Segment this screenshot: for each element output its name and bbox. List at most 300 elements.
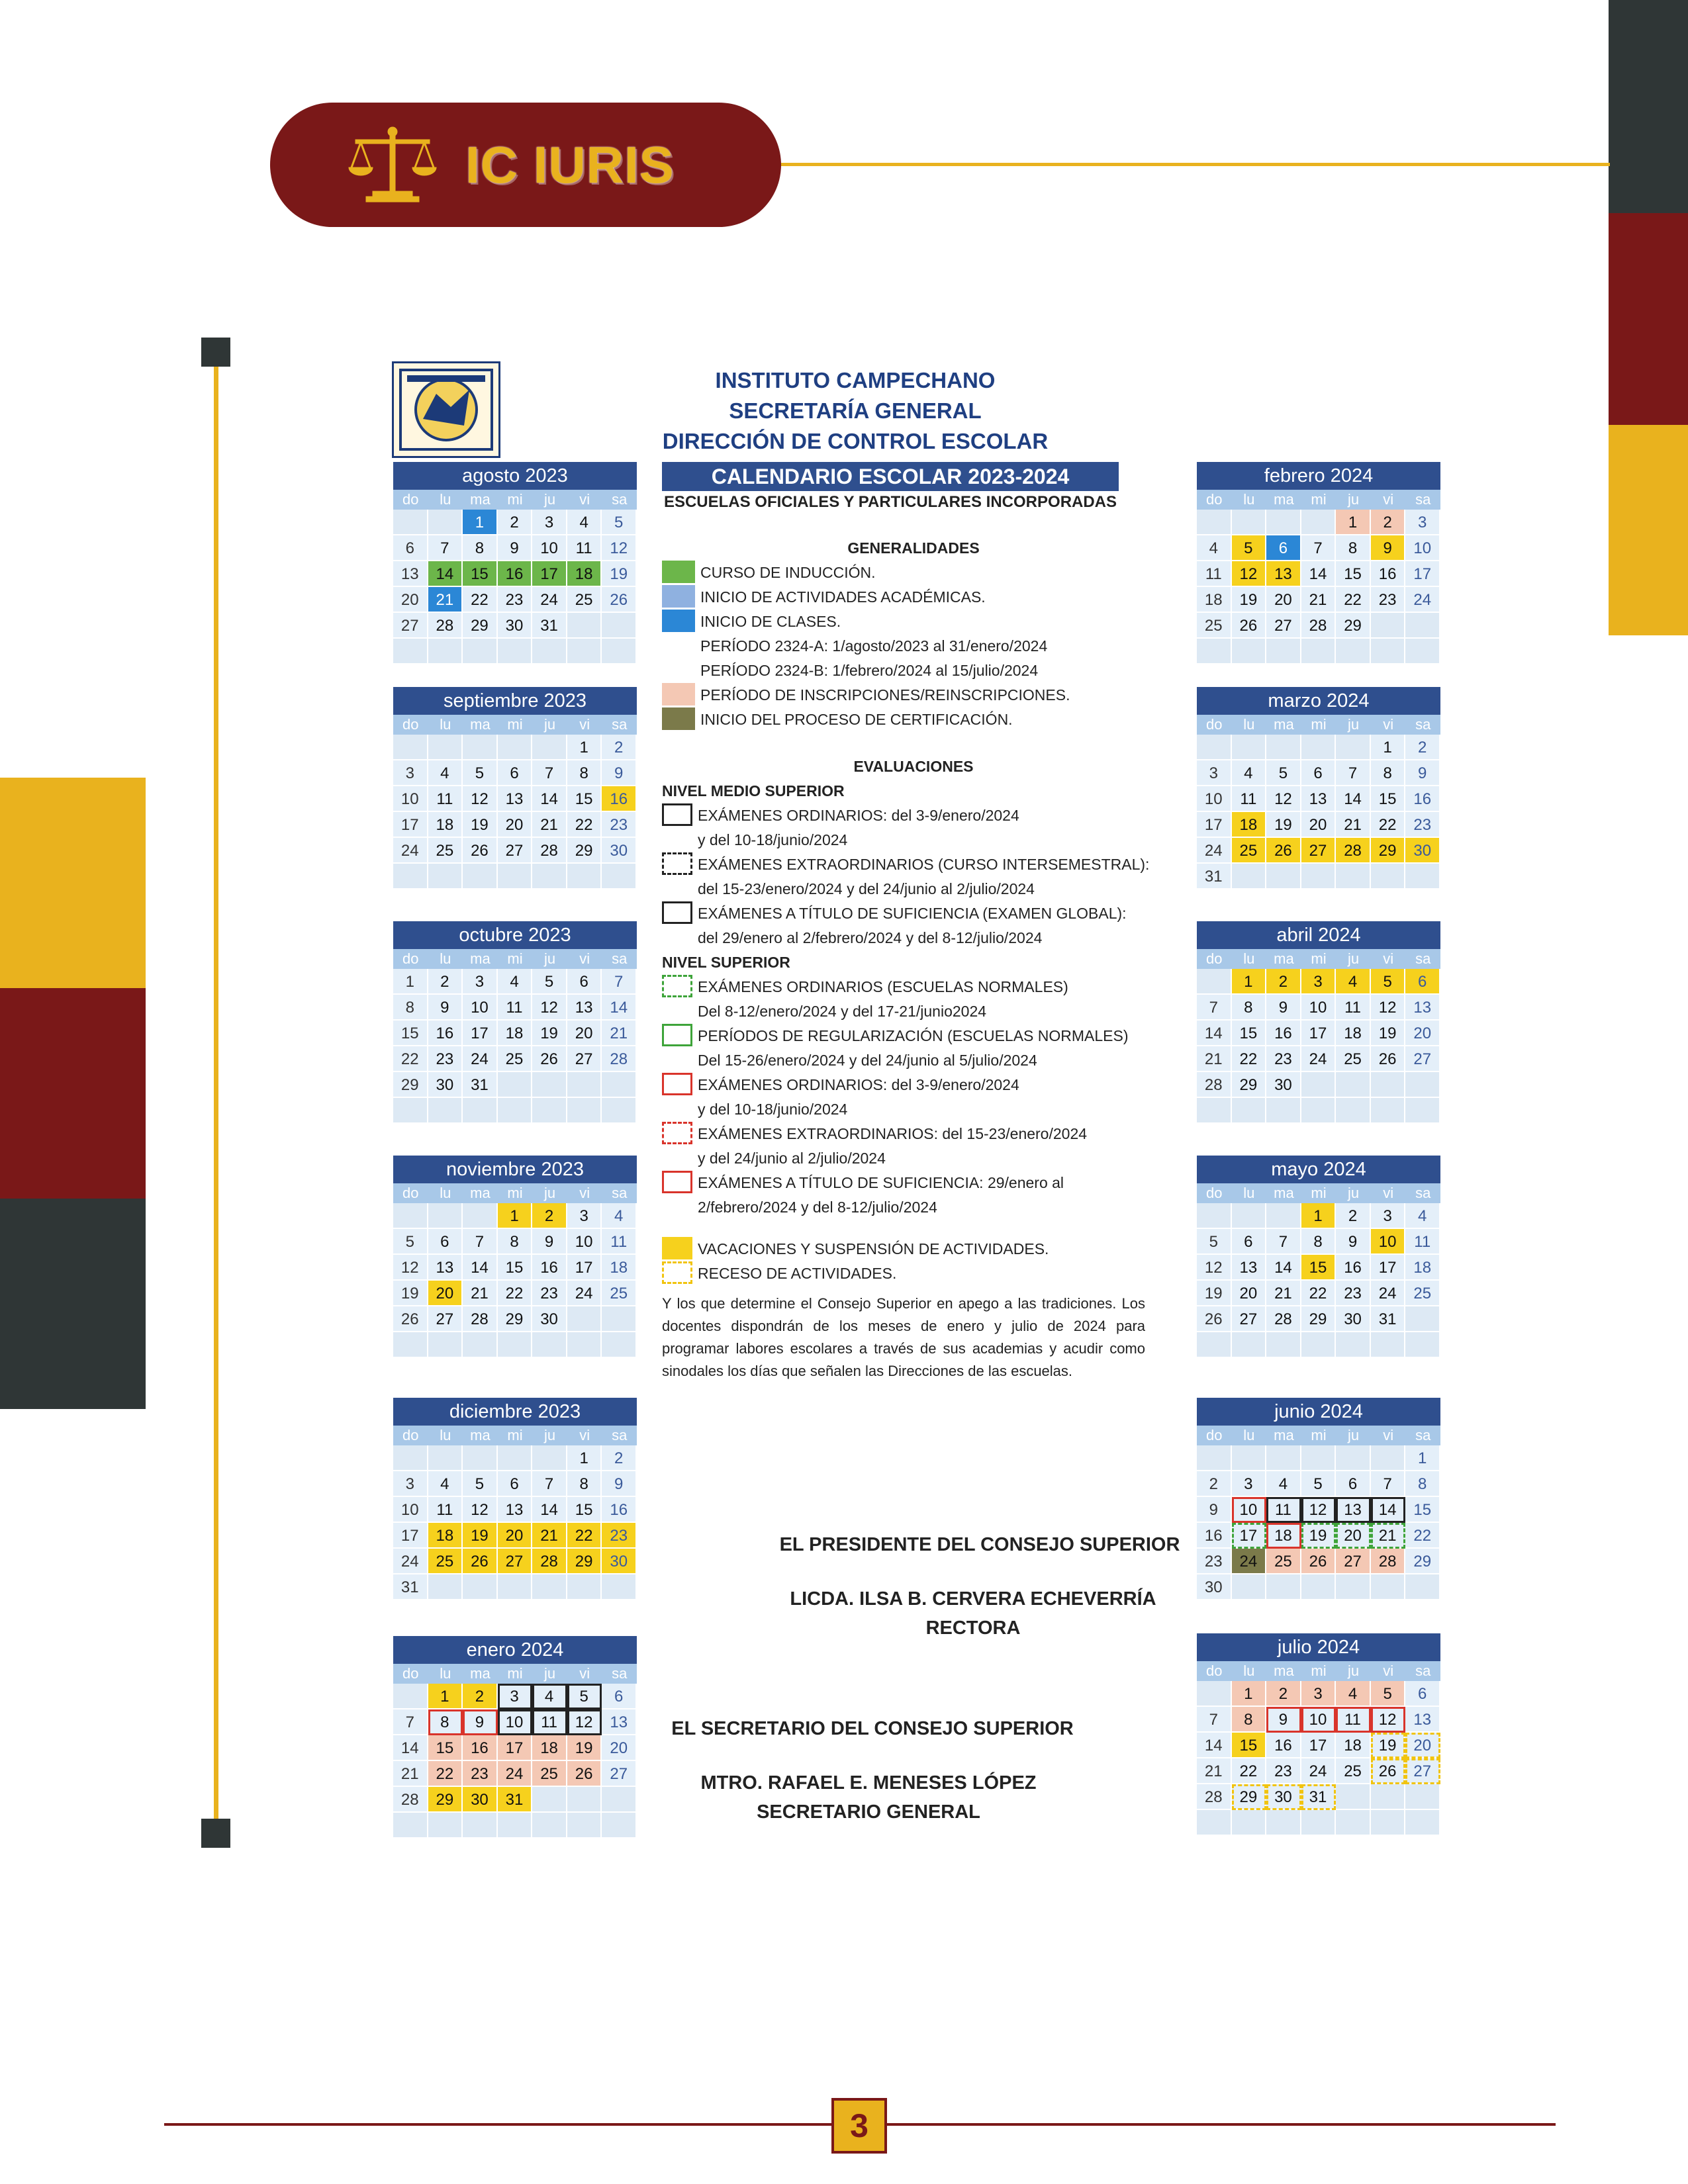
day-cell: 12 <box>602 535 637 561</box>
weekday-header: vi <box>567 715 602 735</box>
day-cell: 19 <box>1371 1733 1406 1758</box>
day-cell: 24 <box>1301 1758 1336 1784</box>
day-cell: 19 <box>463 1523 498 1549</box>
weekday-header: sa <box>1405 1183 1440 1203</box>
left-bar-charcoal <box>0 1199 146 1409</box>
weekday-header-row <box>393 1426 637 1445</box>
weekday-header: ju <box>1336 949 1371 969</box>
legend-swatch <box>662 610 695 632</box>
day-cell: 24 <box>393 838 428 864</box>
day-cell: 30 <box>498 613 533 639</box>
day-cell: 29 <box>463 613 498 639</box>
legend-line: y del 10-18/junio/2024 <box>698 831 848 848</box>
day-cell: 23 <box>1197 1549 1232 1574</box>
day-cell <box>1232 1332 1267 1358</box>
day-cell <box>1336 1784 1371 1810</box>
week-row <box>1197 838 1440 864</box>
day-cell: 5 <box>1197 1229 1232 1255</box>
weekday-header: ma <box>1266 715 1301 735</box>
day-cell <box>532 1813 567 1839</box>
day-cell: 30 <box>532 1306 567 1332</box>
week-row <box>393 1281 637 1306</box>
day-cell <box>1232 639 1267 664</box>
day-cell: 17 <box>1405 561 1440 587</box>
day-cell <box>1371 1332 1406 1358</box>
weekday-header: ma <box>1266 1183 1301 1203</box>
day-cell: 27 <box>1336 1549 1371 1574</box>
day-cell <box>428 864 463 889</box>
day-cell: 4 <box>1266 1471 1301 1497</box>
month-title: febrero 2024 <box>1197 462 1440 490</box>
day-cell: 18 <box>1336 1733 1371 1758</box>
day-cell <box>393 1098 428 1124</box>
weekday-header: lu <box>1232 949 1267 969</box>
day-cell <box>1301 864 1336 889</box>
week-row <box>393 1255 637 1281</box>
day-cell: 29 <box>1232 1784 1267 1810</box>
day-cell: 21 <box>1301 587 1336 613</box>
day-cell: 3 <box>393 760 428 786</box>
evaluaciones-heading: EVALUACIONES <box>853 758 974 775</box>
day-cell: 25 <box>1232 838 1267 864</box>
week-row <box>393 1684 637 1709</box>
day-cell: 14 <box>463 1255 498 1281</box>
legend-line: EXÁMENES ORDINARIOS: del 3-9/enero/2024 <box>698 1076 1019 1093</box>
day-cell <box>428 1332 463 1358</box>
day-cell <box>532 639 567 664</box>
week-row <box>1197 1072 1440 1098</box>
weekday-header: vi <box>567 1664 602 1684</box>
legend-line: CURSO DE INDUCCIÓN. <box>700 564 876 581</box>
legend-swatch <box>662 1024 692 1046</box>
day-cell: 14 <box>1336 786 1371 812</box>
day-cell: 9 <box>532 1229 567 1255</box>
day-cell: 15 <box>567 1497 602 1523</box>
legend-swatch <box>662 1073 692 1095</box>
week-row <box>393 1574 637 1600</box>
legend-swatch <box>662 803 692 826</box>
day-cell: 24 <box>1371 1281 1406 1306</box>
day-cell: 7 <box>602 969 637 995</box>
day-cell: 3 <box>498 1684 533 1709</box>
week-row <box>1197 1021 1440 1046</box>
day-cell <box>428 1813 463 1839</box>
day-cell: 11 <box>428 786 463 812</box>
secretario-name: MTRO. RAFAEL E. MENESES LÓPEZ <box>700 1772 1037 1794</box>
day-cell: 24 <box>532 587 567 613</box>
day-cell: 31 <box>498 1787 533 1813</box>
day-cell: 17 <box>567 1255 602 1281</box>
day-cell: 17 <box>1197 812 1232 838</box>
day-cell: 9 <box>1197 1497 1232 1523</box>
day-cell: 23 <box>532 1281 567 1306</box>
day-cell <box>393 864 428 889</box>
week-row <box>1197 1758 1440 1784</box>
weekday-header: lu <box>428 1426 463 1445</box>
day-cell: 29 <box>567 1549 602 1574</box>
day-cell <box>498 1098 533 1124</box>
day-cell: 23 <box>428 1046 463 1072</box>
day-cell: 27 <box>428 1306 463 1332</box>
weekday-header-row <box>1197 1426 1440 1445</box>
weekday-header: mi <box>498 1426 533 1445</box>
weekday-header: do <box>1197 715 1232 735</box>
day-cell: 14 <box>1301 561 1336 587</box>
day-cell <box>393 735 428 760</box>
day-cell <box>428 639 463 664</box>
day-cell: 11 <box>1336 1707 1371 1733</box>
weekday-header-row <box>1197 949 1440 969</box>
day-cell: 12 <box>393 1255 428 1281</box>
weekday-header: vi <box>1371 1661 1406 1681</box>
day-cell: 12 <box>1266 786 1301 812</box>
day-cell: 16 <box>532 1255 567 1281</box>
day-cell: 31 <box>463 1072 498 1098</box>
day-cell: 6 <box>1232 1229 1267 1255</box>
day-cell: 15 <box>498 1255 533 1281</box>
weekday-header: ju <box>532 949 567 969</box>
day-cell: 5 <box>463 1471 498 1497</box>
day-cell <box>602 1787 637 1813</box>
day-cell: 8 <box>498 1229 533 1255</box>
headline-direction: DIRECCIÓN DE CONTROL ESCOLAR <box>662 429 1049 453</box>
weekday-header: mi <box>498 1183 533 1203</box>
week-row <box>1197 786 1440 812</box>
legend-text <box>700 683 1165 707</box>
day-cell: 19 <box>532 1021 567 1046</box>
day-cell: 3 <box>1371 1203 1406 1229</box>
day-cell: 15 <box>463 561 498 587</box>
day-cell: 20 <box>428 1281 463 1306</box>
day-cell: 27 <box>1405 1046 1440 1072</box>
weekday-header-row <box>393 1183 637 1203</box>
day-cell: 5 <box>1371 969 1406 995</box>
legend-text <box>700 561 1165 585</box>
day-cell: 9 <box>463 1709 498 1735</box>
day-cell: 29 <box>567 838 602 864</box>
day-cell <box>498 735 533 760</box>
legend-row <box>662 852 1165 901</box>
legend-row <box>662 561 1165 585</box>
day-cell <box>1336 639 1371 664</box>
day-cell <box>1336 1098 1371 1124</box>
weekday-header: ju <box>1336 1183 1371 1203</box>
day-cell: 31 <box>1371 1306 1406 1332</box>
day-cell <box>428 1574 463 1600</box>
month-title: octubre 2023 <box>393 921 637 949</box>
day-cell: 26 <box>1232 613 1267 639</box>
weekday-header: vi <box>567 1183 602 1203</box>
weekday-header: ma <box>463 1426 498 1445</box>
scales-of-justice-icon <box>346 125 439 205</box>
day-cell: 16 <box>1266 1733 1301 1758</box>
week-row <box>393 1098 637 1124</box>
day-cell <box>498 1445 533 1471</box>
day-cell: 24 <box>463 1046 498 1072</box>
day-cell: 1 <box>1232 1681 1267 1707</box>
week-row <box>393 1306 637 1332</box>
day-cell: 13 <box>498 1497 533 1523</box>
day-cell: 7 <box>393 1709 428 1735</box>
nivel-superior-heading: NIVEL SUPERIOR <box>662 954 790 971</box>
day-cell: 1 <box>567 1445 602 1471</box>
week-row <box>393 1445 637 1471</box>
day-cell: 7 <box>1301 535 1336 561</box>
day-cell: 15 <box>393 1021 428 1046</box>
day-cell <box>1301 1810 1336 1836</box>
day-cell: 10 <box>498 1709 533 1735</box>
weekday-header: lu <box>1232 1183 1267 1203</box>
weekday-header: mi <box>498 1664 533 1684</box>
day-cell <box>1266 735 1301 760</box>
day-cell: 28 <box>602 1046 637 1072</box>
day-cell <box>1405 1574 1440 1600</box>
day-cell: 10 <box>463 995 498 1021</box>
weekday-header: mi <box>1301 949 1336 969</box>
day-cell: 12 <box>1371 995 1406 1021</box>
day-cell <box>1336 1574 1371 1600</box>
weekday-header: lu <box>428 490 463 510</box>
day-cell: 26 <box>1371 1046 1406 1072</box>
week-row <box>393 760 637 786</box>
weekday-header: do <box>1197 1661 1232 1681</box>
day-cell: 17 <box>532 561 567 587</box>
day-cell <box>463 735 498 760</box>
day-cell: 27 <box>1301 838 1336 864</box>
day-cell <box>1197 639 1232 664</box>
day-cell <box>1371 1072 1406 1098</box>
legend-text <box>698 901 1165 950</box>
day-cell: 29 <box>1405 1549 1440 1574</box>
legend-line: y del 24/junio al 2/julio/2024 <box>698 1150 886 1167</box>
day-cell: 6 <box>1266 535 1301 561</box>
calendar-legend <box>662 536 1165 1383</box>
day-cell: 11 <box>428 1497 463 1523</box>
day-cell: 5 <box>463 760 498 786</box>
legend-text <box>698 1024 1165 1073</box>
day-cell <box>1405 1098 1440 1124</box>
month-febrero <box>1197 462 1440 664</box>
week-row <box>1197 1497 1440 1523</box>
day-cell: 22 <box>567 1523 602 1549</box>
day-cell <box>498 639 533 664</box>
day-cell <box>1336 864 1371 889</box>
weekday-header: sa <box>602 1183 637 1203</box>
generalidades-list <box>662 561 1165 732</box>
day-cell: 26 <box>532 1046 567 1072</box>
day-cell: 5 <box>602 510 637 535</box>
weekday-header: lu <box>1232 1426 1267 1445</box>
day-cell: 17 <box>1301 1021 1336 1046</box>
day-cell: 21 <box>428 587 463 613</box>
day-cell <box>1336 1332 1371 1358</box>
weekday-header-row <box>1197 715 1440 735</box>
day-cell: 4 <box>1197 535 1232 561</box>
right-bar-gold <box>1609 425 1688 635</box>
day-cell: 27 <box>1266 613 1301 639</box>
day-cell: 17 <box>1301 1733 1336 1758</box>
day-cell <box>1232 1203 1267 1229</box>
day-cell: 1 <box>498 1203 533 1229</box>
day-cell <box>567 1787 602 1813</box>
legend-swatch <box>662 561 695 583</box>
day-cell: 14 <box>1371 1497 1406 1523</box>
day-cell: 24 <box>1197 838 1232 864</box>
week-row <box>393 613 637 639</box>
week-row <box>1197 1229 1440 1255</box>
weekday-header: do <box>393 715 428 735</box>
week-row <box>393 1549 637 1574</box>
day-cell <box>532 1072 567 1098</box>
day-cell: 10 <box>567 1229 602 1255</box>
day-cell <box>498 1574 533 1600</box>
weekday-header-row <box>1197 1661 1440 1681</box>
day-cell: 14 <box>393 1735 428 1761</box>
day-cell <box>1266 1203 1301 1229</box>
day-cell: 3 <box>463 969 498 995</box>
legend-swatch <box>662 901 692 924</box>
week-row <box>1197 735 1440 760</box>
day-cell: 10 <box>1301 995 1336 1021</box>
week-row <box>393 1761 637 1787</box>
day-cell: 31 <box>393 1574 428 1600</box>
day-cell: 25 <box>428 838 463 864</box>
day-cell <box>463 1574 498 1600</box>
day-cell: 4 <box>498 969 533 995</box>
month-title: abril 2024 <box>1197 921 1440 949</box>
day-cell <box>602 1574 637 1600</box>
day-cell <box>1405 1072 1440 1098</box>
month-septiembre <box>393 687 637 889</box>
day-cell: 12 <box>463 1497 498 1523</box>
generalidades-heading: GENERALIDADES <box>847 539 980 557</box>
day-cell <box>567 1332 602 1358</box>
day-cell: 25 <box>1336 1046 1371 1072</box>
weekday-header: ju <box>1336 490 1371 510</box>
day-cell: 23 <box>602 812 637 838</box>
day-cell: 9 <box>1266 995 1301 1021</box>
day-cell <box>1371 1098 1406 1124</box>
legend-line: EXÁMENES ORDINARIOS: del 3-9/enero/2024 <box>698 807 1019 824</box>
day-cell: 7 <box>1371 1471 1406 1497</box>
day-cell <box>567 639 602 664</box>
day-cell <box>532 1574 567 1600</box>
week-row <box>1197 812 1440 838</box>
legend-row <box>662 585 1165 610</box>
weekday-header: mi <box>1301 490 1336 510</box>
day-cell: 25 <box>1197 613 1232 639</box>
day-cell: 28 <box>1336 838 1371 864</box>
day-cell: 14 <box>602 995 637 1021</box>
day-cell <box>1405 1306 1440 1332</box>
day-cell: 15 <box>1232 1021 1267 1046</box>
month-title: septiembre 2023 <box>393 687 637 715</box>
day-cell <box>567 1072 602 1098</box>
day-cell: 25 <box>567 587 602 613</box>
day-cell: 29 <box>393 1072 428 1098</box>
day-cell: 2 <box>1336 1203 1371 1229</box>
week-row <box>393 1497 637 1523</box>
day-cell: 19 <box>1301 1523 1336 1549</box>
weekday-header-row <box>393 949 637 969</box>
day-cell: 4 <box>602 1203 637 1229</box>
day-cell: 11 <box>1197 561 1232 587</box>
day-cell: 23 <box>1266 1758 1301 1784</box>
day-cell: 28 <box>1197 1784 1232 1810</box>
weekday-header-row <box>393 1664 637 1684</box>
day-cell: 16 <box>1197 1523 1232 1549</box>
secretario-role: EL SECRETARIO DEL CONSEJO SUPERIOR <box>671 1718 1074 1739</box>
day-cell <box>393 1445 428 1471</box>
day-cell <box>1405 864 1440 889</box>
day-cell: 22 <box>393 1046 428 1072</box>
weekday-header: mi <box>498 715 533 735</box>
day-cell <box>602 613 637 639</box>
day-cell <box>1232 510 1267 535</box>
week-row <box>393 535 637 561</box>
week-row <box>393 995 637 1021</box>
day-cell <box>1197 1445 1232 1471</box>
day-cell <box>393 1203 428 1229</box>
day-cell: 14 <box>1197 1021 1232 1046</box>
day-cell: 5 <box>567 1684 602 1709</box>
weekday-header: do <box>393 1183 428 1203</box>
day-cell: 25 <box>428 1549 463 1574</box>
day-cell <box>567 864 602 889</box>
day-cell: 21 <box>1371 1523 1406 1549</box>
week-row <box>393 735 637 760</box>
day-cell: 20 <box>498 1523 533 1549</box>
day-cell: 13 <box>567 995 602 1021</box>
legend-row <box>662 1122 1165 1171</box>
day-cell <box>1266 1445 1301 1471</box>
day-cell <box>1336 1810 1371 1836</box>
legend-swatch <box>662 1261 692 1284</box>
day-cell: 4 <box>428 760 463 786</box>
day-cell: 6 <box>1301 760 1336 786</box>
weekday-header: ju <box>1336 715 1371 735</box>
day-cell <box>498 1072 533 1098</box>
legend-text <box>662 634 1165 659</box>
day-cell: 29 <box>1336 613 1371 639</box>
nivel-medio-list <box>662 803 1165 950</box>
day-cell: 18 <box>1266 1523 1301 1549</box>
day-cell: 2 <box>1405 735 1440 760</box>
day-cell: 11 <box>532 1709 567 1735</box>
month-title: enero 2024 <box>393 1636 637 1664</box>
month-junio <box>1197 1398 1440 1600</box>
footer-line-left <box>164 2123 831 2126</box>
day-cell: 20 <box>1266 587 1301 613</box>
day-cell: 26 <box>463 1549 498 1574</box>
day-cell: 22 <box>567 812 602 838</box>
presidente-signature-block <box>774 1584 1172 1643</box>
day-cell: 19 <box>1266 812 1301 838</box>
legend-line: del 29/enero al 2/febrero/2024 y del 8-12/julio/2024 <box>698 929 1043 946</box>
day-cell <box>1405 639 1440 664</box>
day-cell: 21 <box>393 1761 428 1787</box>
day-cell: 22 <box>1405 1523 1440 1549</box>
legend-swatch <box>662 585 695 608</box>
day-cell <box>567 1306 602 1332</box>
week-row <box>1197 995 1440 1021</box>
legend-text <box>698 1171 1165 1220</box>
week-row <box>393 1203 637 1229</box>
month-title: junio 2024 <box>1197 1398 1440 1426</box>
day-cell <box>1301 735 1336 760</box>
day-cell: 27 <box>1405 1758 1440 1784</box>
weekday-header: sa <box>1405 490 1440 510</box>
